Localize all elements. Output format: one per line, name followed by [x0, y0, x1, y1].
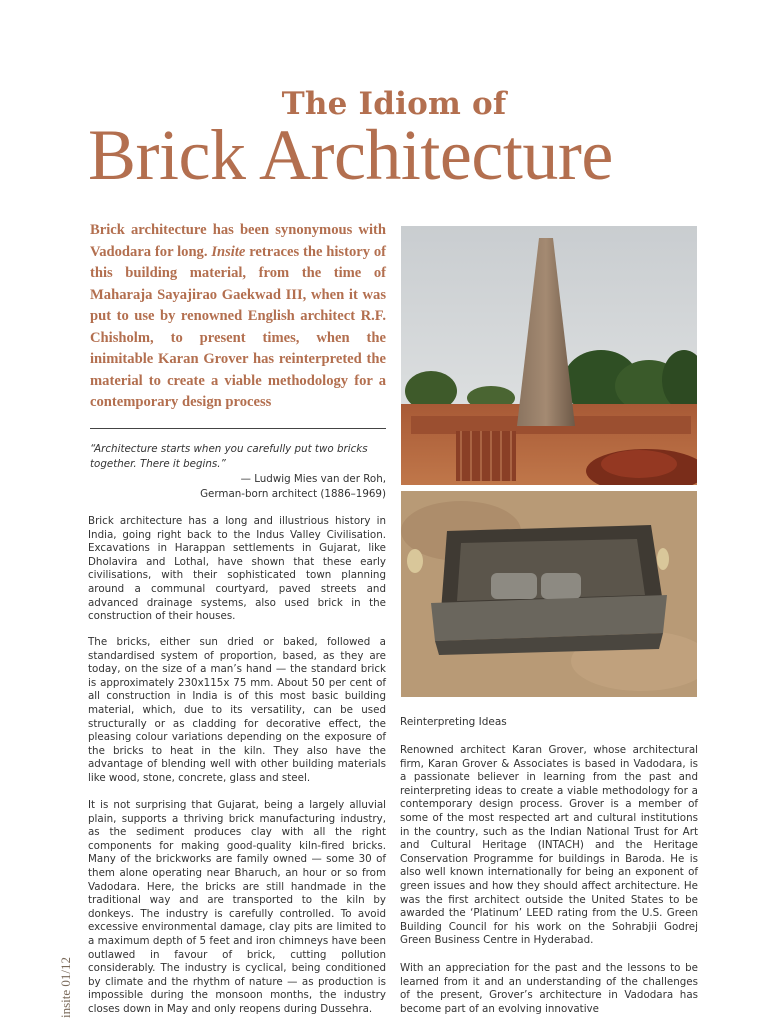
intro-text-1: Brick architecture has been synonymous with Vadodara for long.: [90, 222, 386, 260]
quote-author-desc: German-born architect (1886–1969): [200, 488, 386, 500]
body-paragraph-2: The bricks, either sun dried or baked, followed a standardised system of proportion, based, as they are today, on the size of a man’s hand — the standard brick is approximately 230x115x 75 mm. About 50 per cent of all construction in India is of this most basic building material, which, due to its versatility, can be used structurally or as cladding for decorative effect, the pleasing colour variations depending on the exposure of the bricks to heat in the kiln. They also have the advantage of blending well with other building materials like wood, stone, concrete, glass and steel.: [88, 636, 386, 784]
article-kicker: The Idiom of: [281, 86, 507, 122]
body-paragraph-4: Renowned architect Karan Grover, whose architectural firm, Karan Grover & Associates is based in Vadodara, is a passionate believer in learning from the past and reinterpreting ideas to create a viable methodology for a contemporary design process. Grover is a member of some of the most respected art and cultural institutions in the country, such as the Indian National Trust for Art and Cultural Heritage (INTACH) and the Heritage Conservation Programme for buildings in Baroda. He is also well known internationally for being an exponent of green issues and how they should affect architecture. He was the first architect outside the United States to be awarded the ‘Platinum’ LEED rating from the U.S. Green Building Council for his work on the Sohrabjii Godrej Green Business Centre in Hyderabad.: [400, 744, 698, 947]
intro-paragraph: [90, 220, 386, 414]
quote-author: — Ludwig Mies van der Roh,: [240, 473, 386, 485]
issue-footer: insite 01/12: [58, 956, 73, 1018]
intro-text-2: retraces the history of this building material, from the time of Maharaja Sayajirao Gaekwad III, when it was put to use by renowned English architect R.F. Chisholm, to present times, when the inimitable Karan Grover has reinterpreted the material to create a viable methodology for a contemporary design process: [90, 243, 386, 410]
body-paragraph-5: With an appreciation for the past and the lessons to be learned from it and an understanding of the challenges of the present, Grover’s architecture in Vadodara has become part of an evolving innovative: [400, 962, 698, 1015]
quote-text: “Architecture starts when you carefully put two bricks together. There it begins.”: [90, 443, 368, 470]
epigraph: [90, 442, 386, 502]
brick-mould-photo: [401, 491, 697, 697]
divider: [90, 428, 386, 429]
subheading-reinterpreting-ideas: Reinterpreting Ideas: [400, 716, 507, 728]
intro-magazine-name: Insite: [211, 243, 246, 260]
kiln-chimney-photo: [401, 226, 697, 485]
body-paragraph-1: Brick architecture has a long and illustrious history in India, going right back to the Indus Valley Civilisation. Excavations in Harappan settlements in Gujarat, like Dholavira and Lothal, have shown that these early civilisations, with their sophisticated town planning around a communal courtyard, paved streets and advanced drainage systems, also used brick in the construction of their houses.: [88, 515, 386, 623]
brick-mould-image: [401, 491, 697, 697]
body-paragraph-3: It is not surprising that Gujarat, being a largely alluvial plain, supports a thriving brick manufacturing industry, as the sediment produces clay with all the right components for making good-quality kiln-fired bricks. Many of the brickworks are family owned — some 30 of them alone operating near Bharuch, an hour or so from Vadodara. Here, the bricks are still handmade in the traditional way and are transported to the kiln by donkeys. The industry is carefully controlled. To avoid excessive environmental damage, clay pits are limited to a maximum depth of 5 feet and iron chimneys have been outlawed in favour of brick, cutting pollution considerably. The industry is cyclical, being conditioned by climate and the rhythm of nature — as production is impossible during the monsoon months, the industry closes down in May and only reopens during Dussehra.: [88, 799, 386, 1015]
article-title: Brick Architecture: [88, 115, 613, 195]
kiln-chimney-image: [401, 226, 697, 485]
